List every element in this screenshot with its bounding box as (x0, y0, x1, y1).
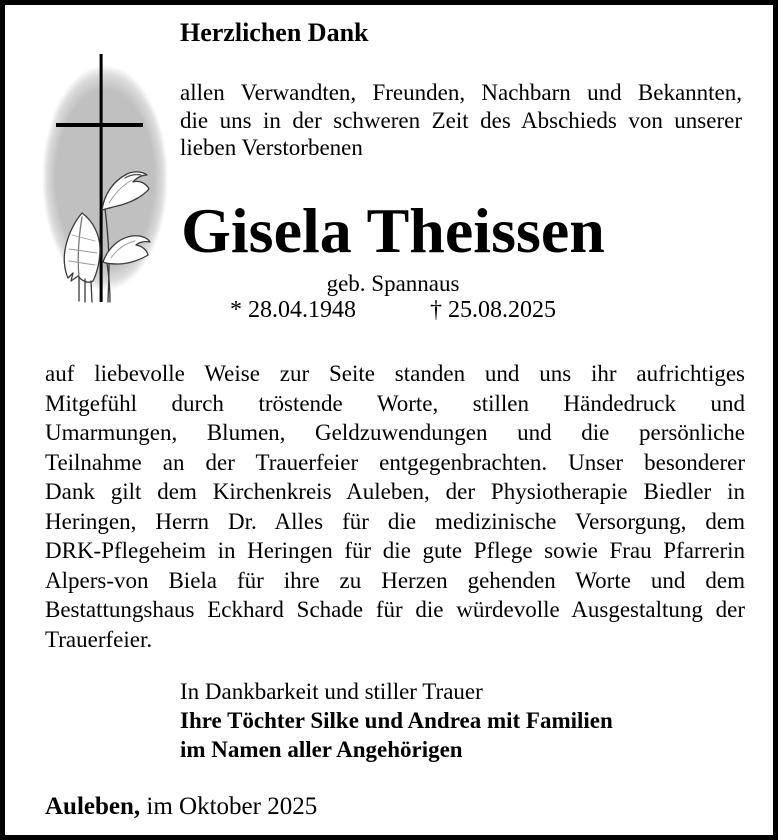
body-line: Mitgefühl durch tröstende Worte, stillen Händedruck und (45, 390, 745, 416)
closing-line-family: Ihre Töchter Silke und Andrea mit Familien (180, 708, 613, 733)
body-paragraph (45, 359, 745, 654)
footer-place: Auleben, (45, 793, 141, 820)
closing-block (180, 677, 613, 764)
memorial-emblem (35, 45, 175, 310)
deceased-name: Gisela Theissen (181, 195, 605, 266)
body-line: Bestattungshaus Eckhard Schade für die würdevolle Ausgestaltung der (45, 597, 745, 622)
body-line: Heringen, Herrn Dr. Alles für die medizinische Versorgung, dem (45, 508, 745, 534)
death-date: † 25.08.2025 (430, 297, 556, 323)
body-line: Umarmungen, Blumen, Geldzuwendungen und die persönliche (45, 420, 745, 445)
life-dates (43, 298, 743, 322)
intro-line: die uns in der schweren Zeit des Abschieds von unserer (180, 107, 742, 133)
closing-line-grief: In Dankbarkeit und stiller Trauer (180, 679, 483, 704)
closing-line-relatives: im Namen aller Angehörigen (180, 737, 463, 762)
footer-date: im Oktober 2025 (146, 793, 318, 820)
deceased-name-block (43, 195, 743, 266)
body-line: DRK-Pflegeheim in Heringen für die gute Pflege sowie Frau Pfarrerin (45, 538, 745, 563)
intro-paragraph (180, 79, 742, 162)
footer-line (45, 794, 317, 819)
body-line: Teilnahme an der Trauerfeier entgegenbrachten. Unser besonderer (45, 449, 745, 475)
maiden-name: geb. Spannaus (326, 271, 460, 296)
notice-title: Herzlichen Dank (180, 18, 369, 47)
body-line: auf liebevolle Weise zur Seite standen und uns ihr aufrichtiges (45, 361, 745, 386)
intro-line: lieben Verstorbenen (180, 135, 363, 161)
body-line: Trauerfeier. (45, 626, 153, 652)
intro-line: allen Verwandten, Freunden, Nachbarn und Bekannten, (180, 80, 742, 105)
body-line: Dank gilt dem Kirchenkreis Auleben, der Physiotherapie Biedler in (45, 479, 745, 504)
body-line: Alpers-von Biela für ihre zu Herzen gehenden Worte und dem (45, 567, 745, 593)
birth-date: * 28.04.1948 (230, 297, 356, 323)
